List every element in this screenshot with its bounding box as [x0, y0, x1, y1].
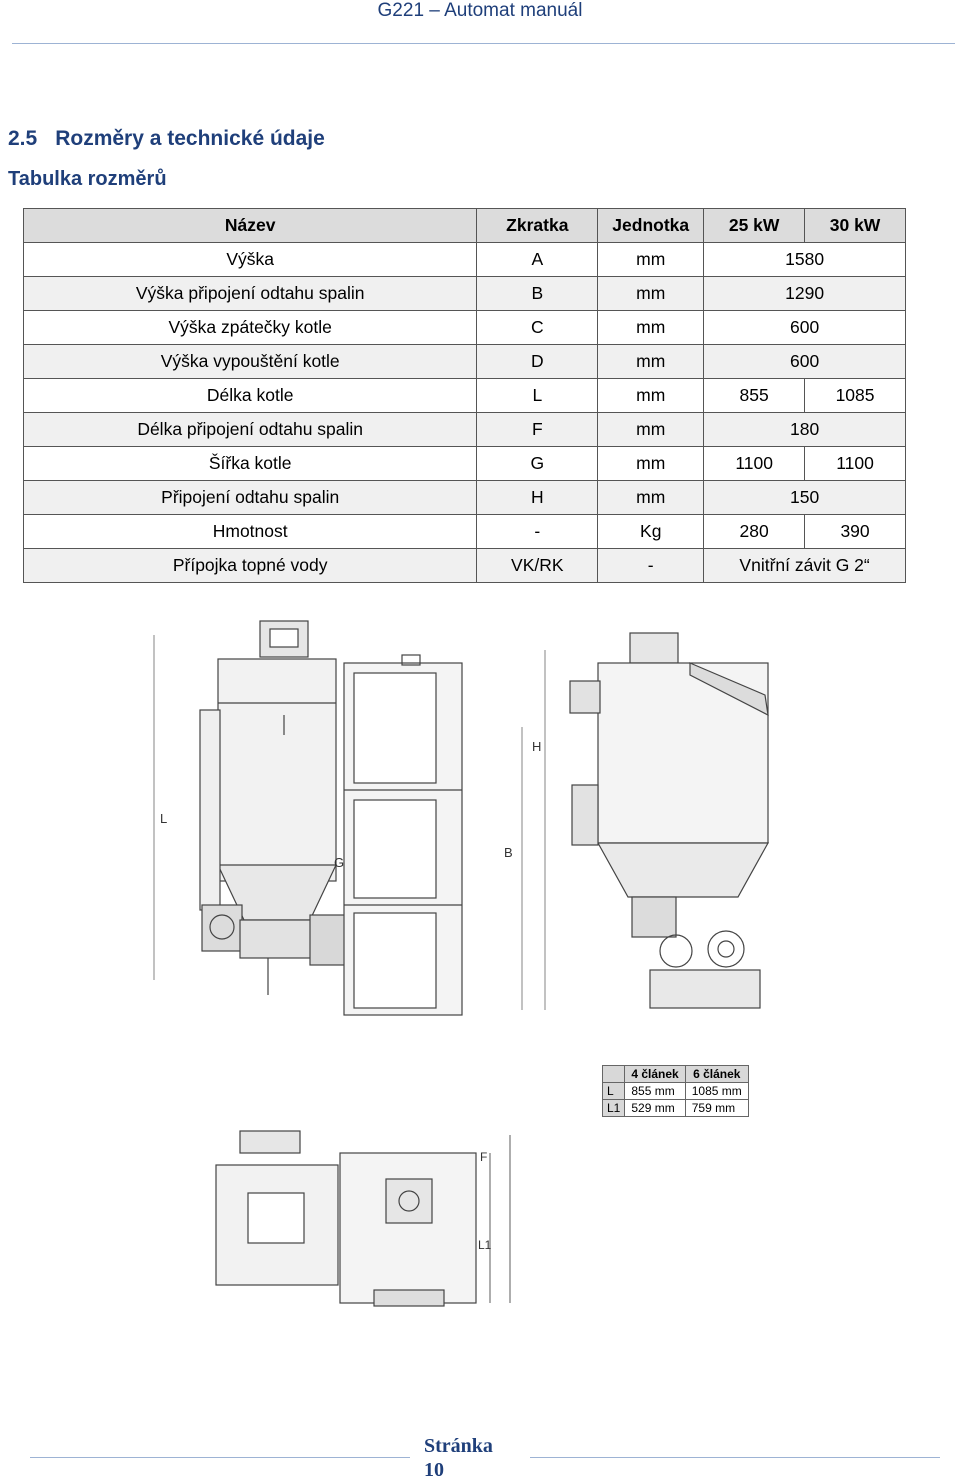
cell-value-25kw: 855	[704, 379, 805, 413]
cell-value-30kw: 390	[805, 515, 906, 549]
page-number-value: 10	[424, 1459, 444, 1481]
label-B: B	[504, 845, 513, 860]
cell-value: 600	[704, 345, 906, 379]
footer-divider-right	[530, 1457, 940, 1458]
cell-unit: mm	[598, 345, 704, 379]
dimension-table	[23, 208, 906, 583]
table-row	[24, 549, 906, 583]
table-row	[24, 379, 906, 413]
table-row	[24, 243, 906, 277]
cell-unit: -	[598, 549, 704, 583]
legend-label: L	[603, 1083, 625, 1100]
table-title: Tabulka rozměrů	[8, 168, 167, 190]
cell-unit: mm	[598, 311, 704, 345]
section-number: 2.5	[8, 127, 38, 150]
cell-abbr: B	[477, 277, 598, 311]
label-L1: L1	[478, 1238, 492, 1252]
cell-abbr: L	[477, 379, 598, 413]
page-label: Stránka	[424, 1435, 493, 1457]
header-title: G221 – Automat manuál	[377, 0, 583, 21]
legend-value: 1085 mm	[685, 1083, 748, 1100]
header-cell-name: Název	[24, 209, 477, 243]
label-L: L	[160, 811, 168, 826]
cell-value-25kw: 1100	[704, 447, 805, 481]
cell-name: Přípojka topné vody	[24, 549, 477, 583]
boiler-top-drawing	[190, 1125, 550, 1335]
rear-view-drawing	[570, 633, 768, 1008]
front-view-drawing	[200, 621, 348, 995]
legend-row	[603, 1083, 749, 1100]
cell-value-30kw: 1100	[805, 447, 906, 481]
cell-abbr: -	[477, 515, 598, 549]
section-heading	[8, 127, 325, 151]
cell-name: Výška	[24, 243, 477, 277]
label-H: H	[532, 739, 542, 754]
boiler-technical-drawing	[120, 615, 780, 1035]
cell-name: Výška zpátečky kotle	[24, 311, 477, 345]
cell-name: Délka kotle	[24, 379, 477, 413]
cell-unit: mm	[598, 379, 704, 413]
table-row	[24, 447, 906, 481]
cell-value: 180	[704, 413, 906, 447]
cell-name: Připojení odtahu spalin	[24, 481, 477, 515]
cell-abbr: VK/RK	[477, 549, 598, 583]
legend-header-6: 6 článek	[685, 1066, 748, 1083]
legend-row	[603, 1100, 749, 1117]
section-title: Rozměry a technické údaje	[55, 127, 325, 150]
cell-unit: mm	[598, 413, 704, 447]
cell-name: Výška vypouštění kotle	[24, 345, 477, 379]
legend-header-4: 4 článek	[625, 1066, 685, 1083]
cell-value: 600	[704, 311, 906, 345]
table-row	[24, 515, 906, 549]
table-row	[24, 481, 906, 515]
cell-value: Vnitřní závit G 2“	[704, 549, 906, 583]
cell-value: 1290	[704, 277, 906, 311]
header-cell-25kw: 25 kW	[704, 209, 805, 243]
header-cell-abbr: Zkratka	[477, 209, 598, 243]
label-G: G	[334, 855, 345, 870]
cell-unit: mm	[598, 447, 704, 481]
legend-value: 855 mm	[625, 1083, 685, 1100]
cell-abbr: A	[477, 243, 598, 277]
cell-unit: mm	[598, 277, 704, 311]
footer-divider-left	[30, 1457, 410, 1458]
label-F: F	[480, 1150, 488, 1164]
cell-value-30kw: 1085	[805, 379, 906, 413]
legend-header-empty	[603, 1066, 625, 1083]
cell-name: Šířka kotle	[24, 447, 477, 481]
legend-label: L1	[603, 1100, 625, 1117]
legend-header-row	[603, 1066, 749, 1083]
side-view-drawing	[344, 655, 462, 1015]
header-divider	[12, 43, 955, 44]
table-row	[24, 345, 906, 379]
legend-value: 529 mm	[625, 1100, 685, 1117]
cell-abbr: F	[477, 413, 598, 447]
cell-name: Výška připojení odtahu spalin	[24, 277, 477, 311]
table-row	[24, 311, 906, 345]
cell-value: 150	[704, 481, 906, 515]
cell-abbr: D	[477, 345, 598, 379]
cell-name: Délka připojení odtahu spalin	[24, 413, 477, 447]
header-cell-unit: Jednotka	[598, 209, 704, 243]
cell-unit: Kg	[598, 515, 704, 549]
table-header-row	[24, 209, 906, 243]
cell-value: 1580	[704, 243, 906, 277]
cell-abbr: G	[477, 447, 598, 481]
cell-unit: mm	[598, 243, 704, 277]
page-number	[424, 1434, 493, 1482]
cell-abbr: C	[477, 311, 598, 345]
header-cell-30kw: 30 kW	[805, 209, 906, 243]
cell-value-25kw: 280	[704, 515, 805, 549]
legend-value: 759 mm	[685, 1100, 748, 1117]
cell-abbr: H	[477, 481, 598, 515]
table-row	[24, 413, 906, 447]
table-row	[24, 277, 906, 311]
legend-table	[602, 1065, 749, 1117]
cell-unit: mm	[598, 481, 704, 515]
cell-name: Hmotnost	[24, 515, 477, 549]
